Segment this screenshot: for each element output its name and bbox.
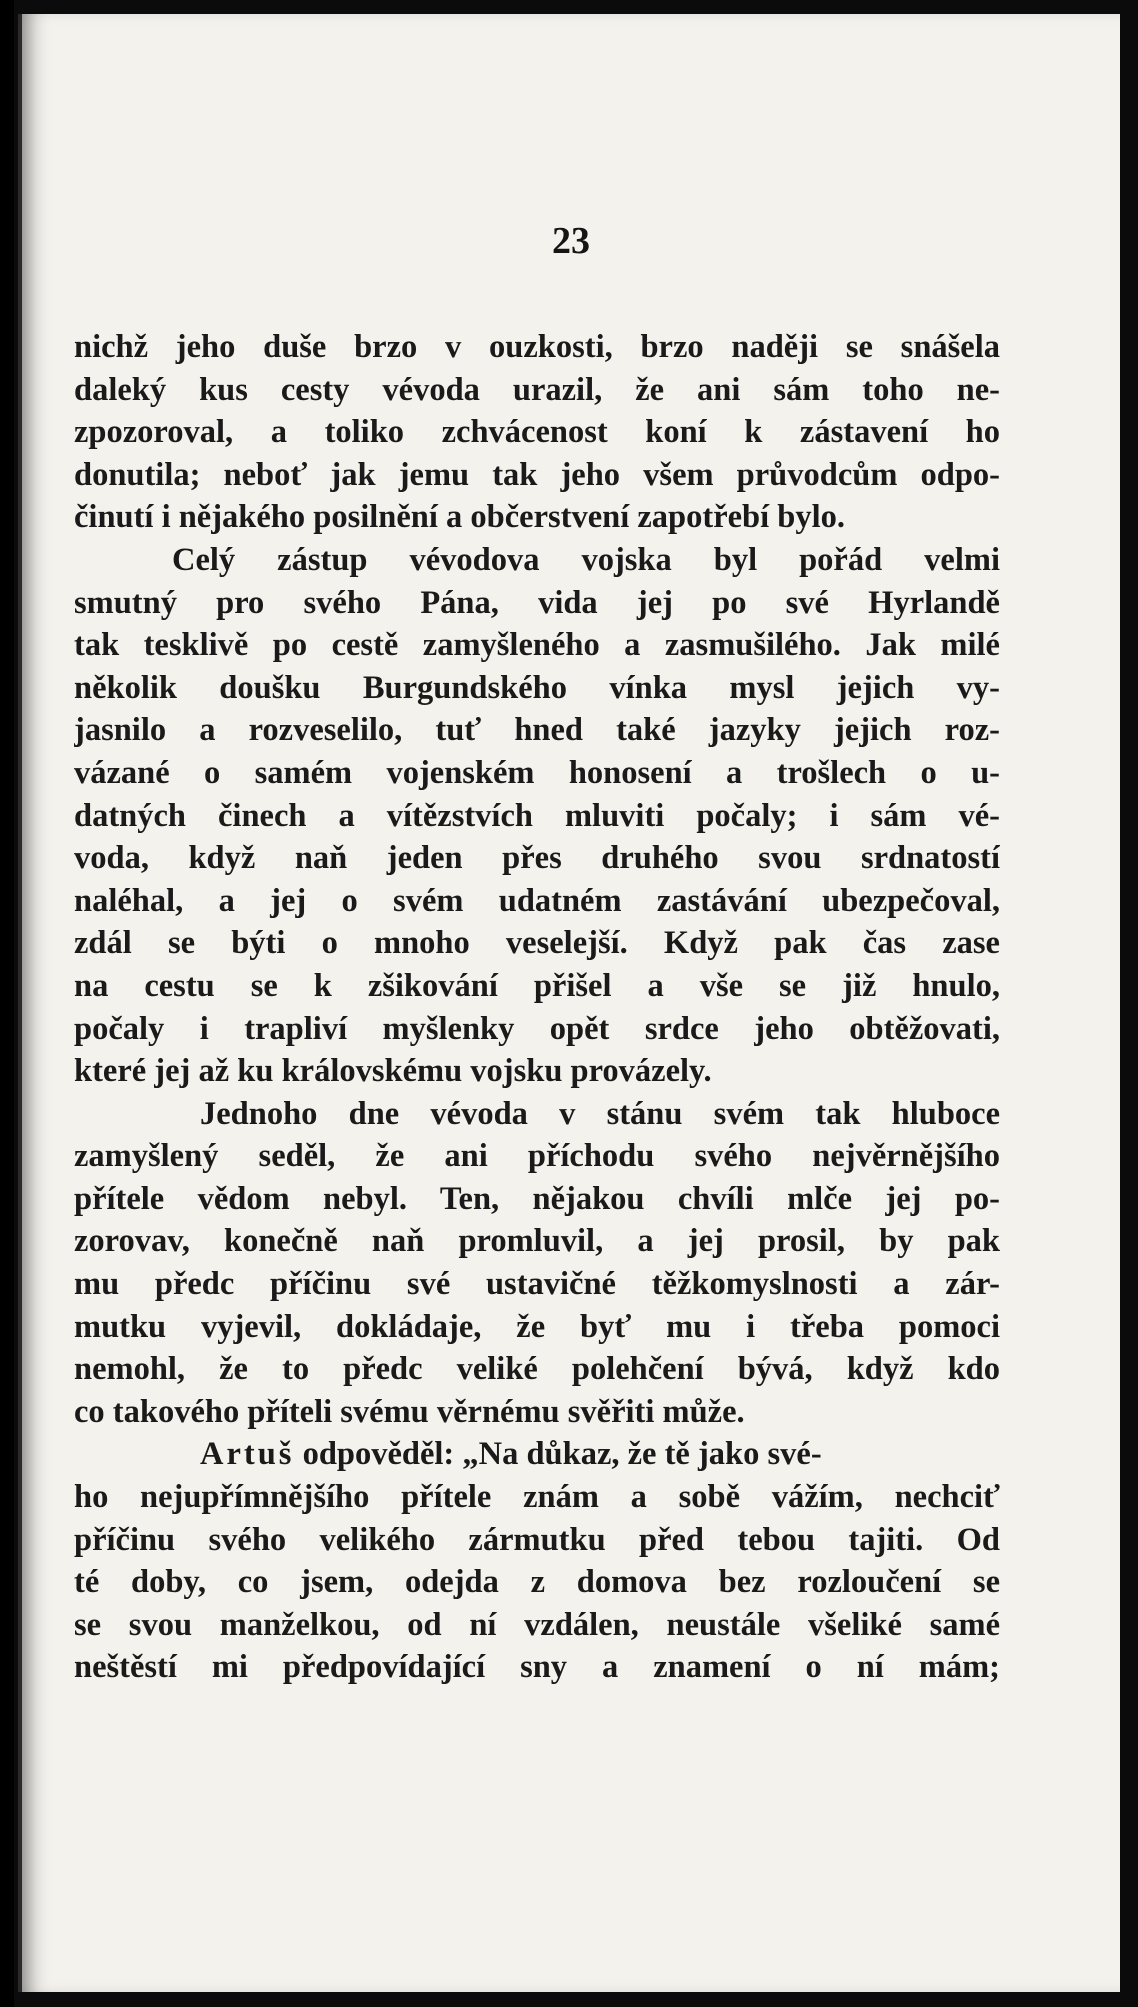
text-line: Celý zástup vévodova vojska byl pořád velmi (172, 541, 1000, 578)
text-line: zorovav, konečně naň promluvil, a jej prosil, by pak (74, 1223, 1000, 1260)
text-line: se svou manželkou, od ní vzdálen, neustále všeliké samé (74, 1606, 1000, 1643)
text-line: tak tesklivě po cestě zamyšleného a zasmušilého. Jak milé (74, 627, 1000, 664)
text-line: zpozoroval, a toliko zchvácenost koní k zástavení ho (74, 414, 1000, 451)
text-line: vázané o samém vojenském honosení a trošlech o u- (74, 754, 1000, 791)
text-line: datných činech a vítězstvích mluviti počaly; i sám vé- (74, 797, 1000, 834)
text-line: naléhal, a jej o svém udatném zastávání ubezpečoval, (74, 882, 1000, 919)
page-number: 23 (552, 220, 590, 262)
text-line: zdál se býti o mnoho veselejší. Když pak čas zase (74, 925, 1000, 962)
text-line: mu předc příčinu své ustavičné těžkomyslnosti a zár- (74, 1266, 1000, 1303)
text-line: nemohl, že to předc veliké polehčení bývá, když kdo (74, 1351, 1000, 1388)
text-line: nichž jeho duše brzo v ouzkosti, brzo naději se snášela (74, 329, 1000, 365)
spaced-name: Artuš (200, 1436, 295, 1473)
text-line: neštěstí mi předpovídající sny a znamení o ní mám; (74, 1649, 1000, 1686)
book-spine (0, 0, 14, 2007)
text-line: Jednoho dne vévoda v stánu svém tak hluboce (200, 1095, 1000, 1132)
text-line: přítele vědom nebyl. Ten, nějakou chvíli mlče jej po- (74, 1180, 1000, 1217)
body-text (74, 326, 1000, 1689)
text-line: co takového příteli svému věrnému svěřiti může. (74, 1393, 745, 1430)
text-line: činutí i nějakého posilnění a občerstvení zapotřebí bylo. (74, 499, 846, 536)
text-line: mutku vyjevil, dokládaje, že byť mu i třeba pomoci (74, 1308, 1000, 1345)
text-line: té doby, co jsem, odejda z domova bez rozloučení se (74, 1564, 1000, 1601)
text-line: voda, když naň jeden přes druhého svou srdnatostí (74, 840, 1000, 877)
text-line: smutný pro svého Pána, vida jej po své Hyrlandě (74, 584, 1000, 621)
book-page (18, 14, 1120, 1992)
text-line: příčinu svého velikého zármutku před tebou tajiti. Od (74, 1521, 1000, 1558)
text-line: ho nejupřímnějšího přítele znám a sobě vážím, nechciť (74, 1479, 1000, 1516)
text-line: zamyšlený seděl, že ani příchodu svého nejvěrnějšího (74, 1138, 1000, 1175)
text-line: několik doušku Burgundského vínka mysl jejich vy- (74, 669, 1000, 706)
text-line-rest: odpověděl: „Na důkaz, že tě jako své- (294, 1436, 822, 1473)
text-line: počaly i trapliví myšlenky opět srdce jeho obtěžovati, (74, 1010, 1000, 1047)
text-line: donutila; neboť jak jemu tak jeho všem průvodcům odpo- (74, 456, 1000, 493)
text-line (74, 1433, 1000, 1476)
text-line: které jej až ku královskému vojsku provázely. (74, 1053, 712, 1090)
text-line: na cestu se k zšikování přišel a vše se již hnulo, (74, 967, 1000, 1004)
text-line: daleký kus cesty vévoda urazil, že ani sám toho ne- (74, 371, 1000, 408)
text-line: jasnilo a rozveselilo, tuť hned také jazyky jejich roz- (74, 712, 1000, 749)
